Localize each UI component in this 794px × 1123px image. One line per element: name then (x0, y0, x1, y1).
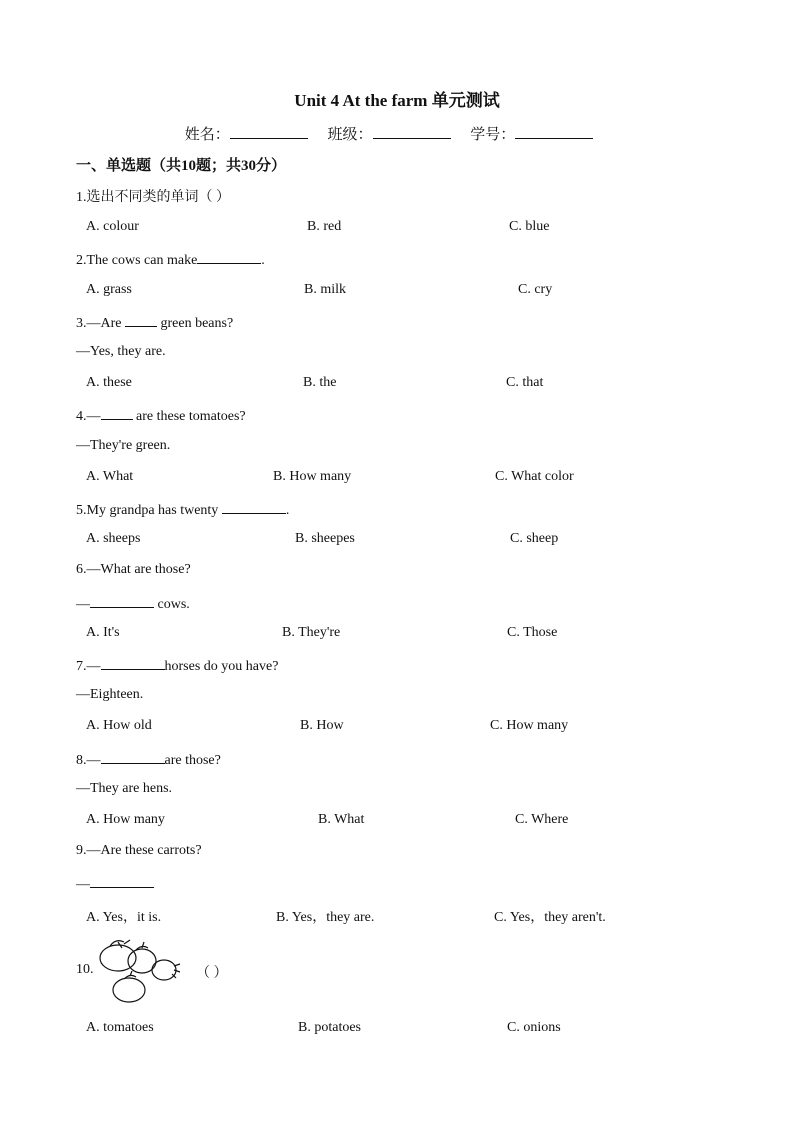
student-id-label: 学号： (470, 127, 516, 143)
question-5-option-b[interactable]: B. sheepes (295, 531, 355, 546)
page-title: Unit 4 At the farm 单元测试 (294, 91, 500, 110)
question-2-option-c[interactable]: C. cry (518, 282, 553, 297)
question-3-option-c[interactable]: C. that (506, 375, 544, 390)
question-6-option-c[interactable]: C. Those (507, 625, 558, 640)
question-8-stem-end: are those? (164, 753, 221, 768)
question-9-option-a[interactable]: A. Yes，it is. (86, 910, 162, 925)
question-9-blank[interactable] (90, 874, 154, 888)
question-3-option-b[interactable]: B. the (303, 375, 337, 390)
question-4-blank[interactable] (101, 406, 133, 420)
question-1-stem: 1.选出不同类的单词（ ） (76, 190, 230, 205)
question-2-option-a[interactable]: A. grass (86, 282, 132, 297)
question-7-option-c[interactable]: C. How many (490, 718, 569, 733)
question-8-reply: —They are hens. (76, 781, 173, 796)
question-3-stem-text: 3.—Are (76, 316, 125, 331)
question-3-stem-end: green beans? (157, 316, 234, 331)
question-5-stem (76, 500, 289, 519)
question-8-option-c[interactable]: C. Where (515, 812, 569, 827)
class-label: 班级： (327, 127, 373, 143)
question-5-stem-end: . (285, 503, 290, 518)
question-2-option-b[interactable]: B. milk (304, 282, 347, 297)
question-5-option-c[interactable]: C. sheep (510, 531, 559, 546)
question-7-stem (76, 656, 278, 675)
question-6-option-b[interactable]: B. They're (282, 625, 341, 640)
student-id-blank[interactable] (515, 124, 593, 139)
question-2-stem-text: 2.The cows can make (76, 253, 198, 268)
question-7-option-a[interactable]: A. How old (86, 718, 152, 733)
question-4-reply: —They're green. (76, 438, 171, 453)
question-2-stem (76, 250, 265, 269)
question-9-reply (76, 874, 154, 893)
tomatoes-illustration-icon (96, 936, 186, 1006)
question-6-reply-end: cows. (154, 597, 190, 612)
question-5-option-a[interactable]: A. sheeps (86, 531, 141, 546)
question-6-stem: 6.—What are those? (76, 562, 191, 577)
question-3-option-a[interactable]: A. these (86, 375, 132, 390)
question-8-stem-text: 8.— (76, 753, 101, 768)
question-4-option-c[interactable]: C. What color (495, 469, 574, 484)
question-7-blank[interactable] (101, 656, 165, 670)
question-7-option-b[interactable]: B. How (300, 718, 344, 733)
question-7-reply: —Eighteen. (76, 687, 144, 702)
question-8-stem (76, 750, 221, 769)
question-4-stem-text: 4.— (76, 409, 101, 424)
section-heading: 一、单选题（共10题；共30分） (76, 158, 287, 174)
question-8-option-b[interactable]: B. What (318, 812, 365, 827)
question-3-reply: —Yes, they are. (76, 344, 166, 359)
student-info-row (0, 123, 794, 144)
question-5-stem-text: 5.My grandpa has twenty (76, 503, 222, 518)
class-blank[interactable] (373, 124, 451, 139)
question-4-stem-end: are these tomatoes? (132, 409, 246, 424)
question-1-option-a[interactable]: A. colour (86, 219, 139, 234)
question-9-stem: 9.—Are these carrots? (76, 843, 202, 858)
question-9-reply-dash: — (76, 877, 90, 892)
question-7-stem-text: 7.— (76, 659, 101, 674)
question-10-option-c[interactable]: C. onions (507, 1020, 561, 1035)
question-4-option-b[interactable]: B. How many (273, 469, 352, 484)
question-6-reply (76, 594, 190, 613)
question-2-stem-end: . (261, 253, 265, 268)
question-10-answer-paren: （ ） (196, 966, 228, 981)
question-10-option-b[interactable]: B. potatoes (298, 1020, 361, 1035)
question-6-blank[interactable] (90, 594, 154, 608)
question-1-option-c[interactable]: C. blue (509, 219, 550, 234)
question-8-option-a[interactable]: A. How many (86, 812, 165, 827)
question-10-number: 10. (76, 962, 94, 977)
question-9-option-b[interactable]: B. Yes，they are. (276, 910, 375, 925)
question-8-blank[interactable] (101, 750, 165, 764)
name-label: 姓名： (184, 127, 230, 143)
question-2-blank[interactable] (197, 250, 261, 264)
question-6-reply-dash: — (76, 597, 90, 612)
question-6-option-a[interactable]: A. It's (86, 625, 120, 640)
question-9-option-c[interactable]: C. Yes，they aren't. (494, 910, 606, 925)
question-3-stem (76, 313, 233, 332)
question-10-option-a[interactable]: A. tomatoes (86, 1020, 154, 1035)
question-7-stem-end: horses do you have? (164, 659, 279, 674)
question-4-option-a[interactable]: A. What (86, 469, 134, 484)
question-5-blank[interactable] (222, 500, 286, 514)
question-3-blank[interactable] (125, 313, 157, 327)
question-4-stem (76, 406, 246, 425)
question-1-option-b[interactable]: B. red (307, 219, 342, 234)
name-blank[interactable] (230, 124, 308, 139)
